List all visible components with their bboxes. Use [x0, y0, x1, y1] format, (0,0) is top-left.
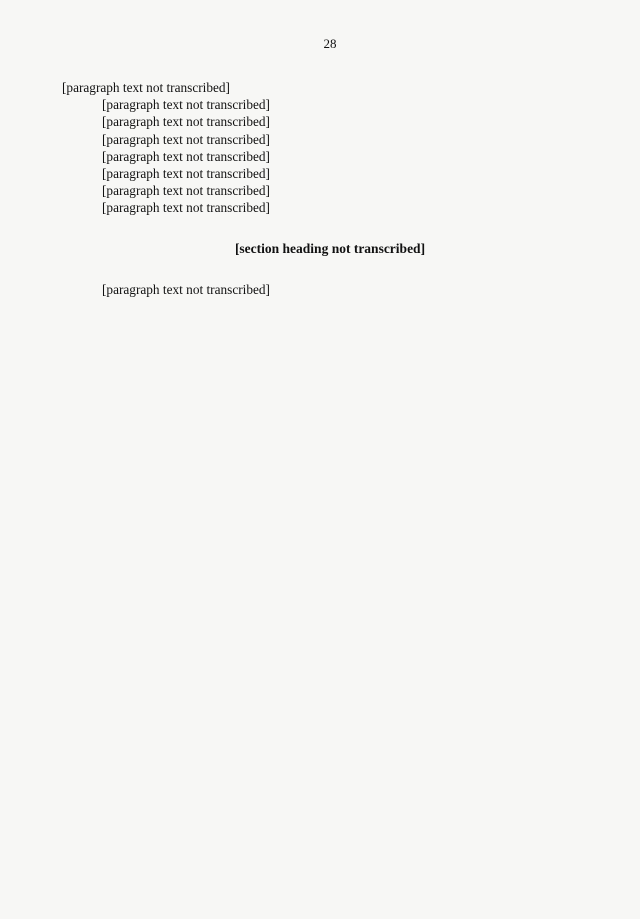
paragraph-127: [paragraph text not transcribed] — [102, 131, 270, 147]
paragraph-130: [paragraph text not transcribed] — [102, 183, 270, 199]
paragraph-128: [paragraph text not transcribed] — [102, 148, 270, 164]
section-heading: [section heading not transcribed] — [234, 240, 426, 256]
paragraph-131: [paragraph text not transcribed] — [102, 200, 270, 216]
paragraph-continuation: [paragraph text not transcribed] — [62, 80, 230, 95]
paragraph-132: [paragraph text not transcribed] — [102, 281, 270, 297]
paragraph-125: [paragraph text not transcribed] — [102, 97, 270, 113]
page-number: 28 — [323, 36, 337, 51]
paragraph-126: [paragraph text not transcribed] — [102, 114, 270, 130]
paragraph-129: [paragraph text not transcribed] — [102, 166, 270, 182]
